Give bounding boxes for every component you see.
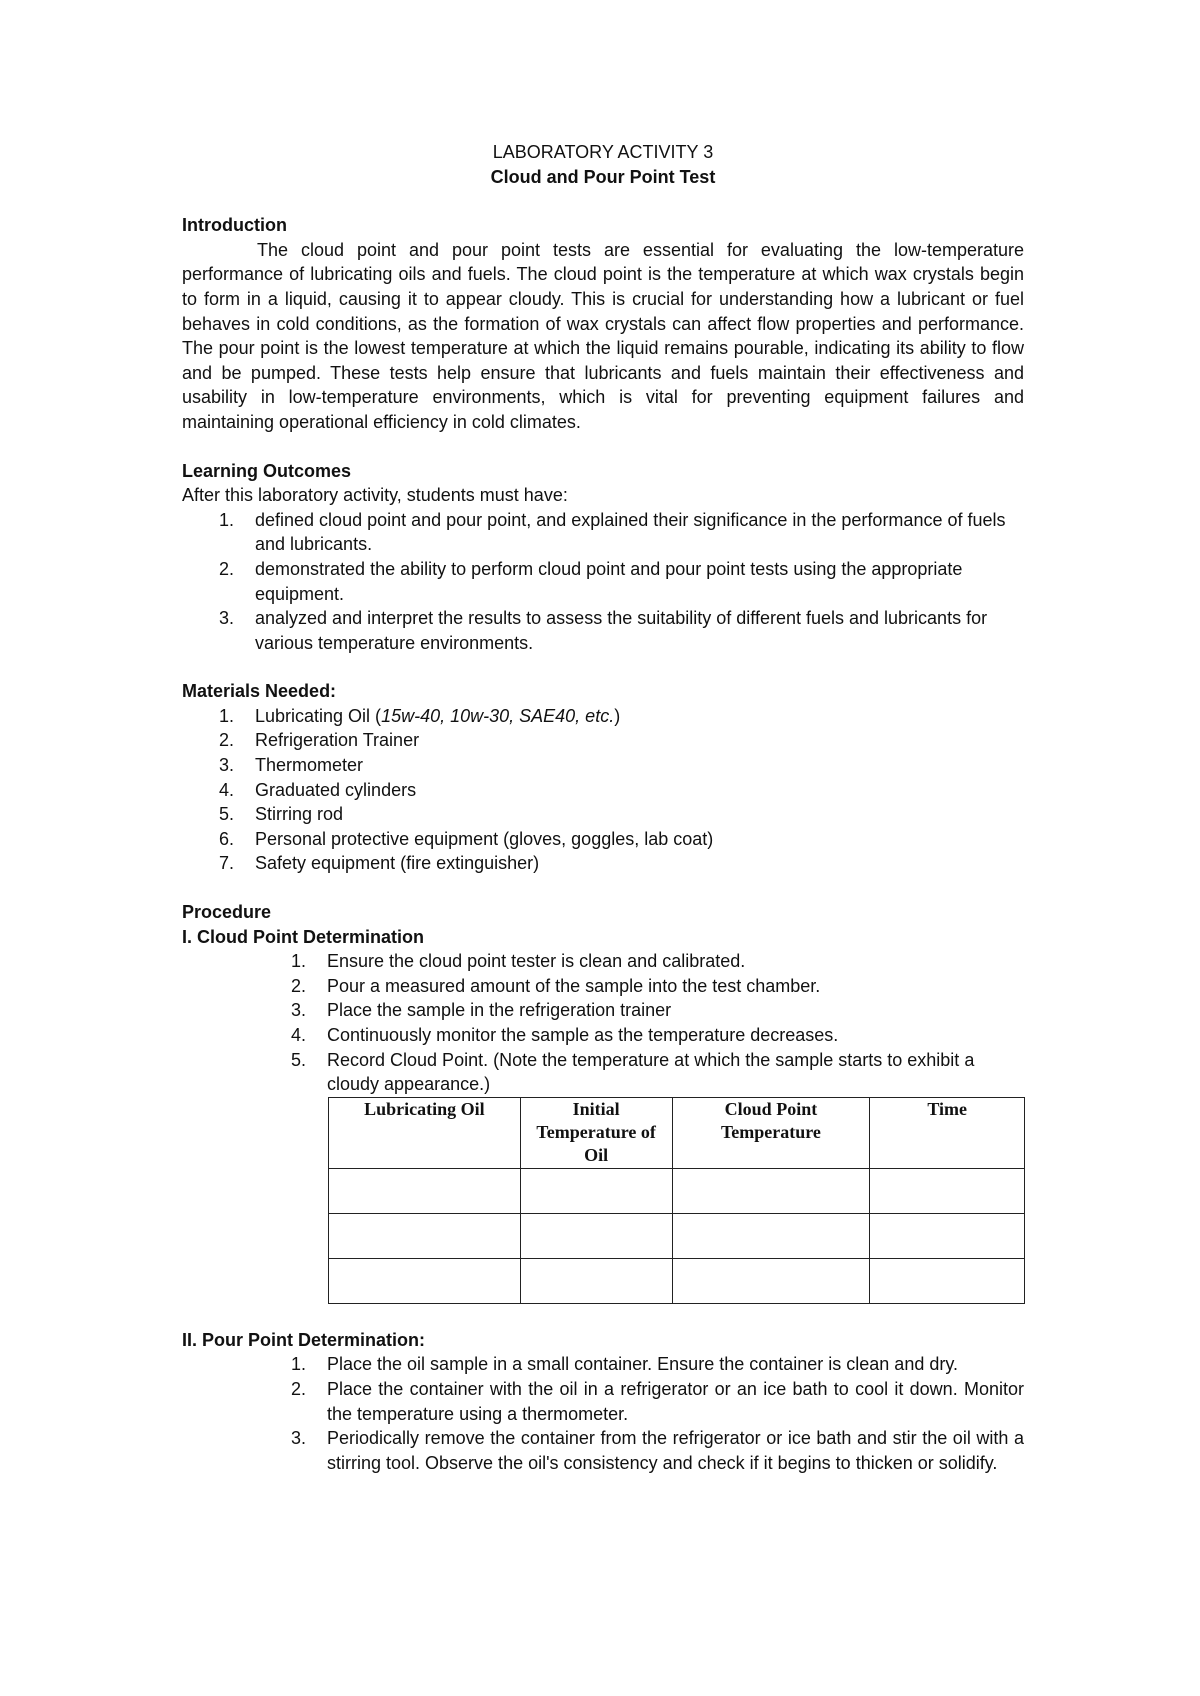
- column-header-lubricating-oil: Lubricating Oil: [329, 1097, 521, 1168]
- list-text: Record Cloud Point. (Note the temperature at which the sample starts to exhibit a cloudy appearance.): [327, 1049, 975, 1095]
- table-cell: [870, 1168, 1025, 1213]
- list-item: [182, 1048, 1024, 1097]
- list-number: 2.: [219, 730, 235, 751]
- list-number: 5.: [219, 804, 235, 825]
- list-number: 3.: [219, 755, 235, 776]
- pour-point-heading: II. Pour Point Determination:: [182, 1329, 426, 1350]
- list-text: Place the sample in the refrigeration trainer: [327, 1000, 672, 1021]
- list-item: [182, 557, 1024, 606]
- list-item: [182, 851, 1024, 876]
- list-number: 1.: [291, 951, 307, 972]
- introduction-paragraph: The cloud point and pour point tests are essential for evaluating the low-temperature performance of lubricating oils and fuels. The cloud point is the temperature at which wax crystals begin to form in a liquid, causing it to appear cloudy. This is crucial for understanding how a lubricant or fuel behaves in cold conditions, as the formation of wax crystals can affect flow properties and performance. The pour point is the lowest temperature at which the liquid remains pourable, indicating its ability to flow and be pumped. These tests help ensure that lubricants and fuels maintain their effectiveness and usability in low-temperature environments, which is vital for preventing equipment failures and maintaining operational efficiency in cold climates.: [182, 239, 1024, 432]
- list-number: 2.: [291, 1378, 307, 1399]
- cloud-point-heading: I. Cloud Point Determination: [182, 926, 424, 947]
- spacer: [182, 655, 1024, 679]
- list-number: 3.: [291, 1000, 307, 1021]
- list-item: [182, 1426, 1024, 1475]
- list-item: [182, 1377, 1024, 1426]
- table-cell: [329, 1168, 521, 1213]
- list-text: Personal protective equipment (gloves, goggles, lab coat): [255, 828, 714, 849]
- list-number: 1.: [291, 1354, 307, 1375]
- list-number: 6.: [219, 828, 235, 849]
- list-text: Continuously monitor the sample as the temperature decreases.: [327, 1025, 839, 1045]
- list-text: Pour a measured amount of the sample into the test chamber.: [327, 975, 821, 996]
- document-subtitle: Cloud and Pour Point Test: [490, 166, 716, 187]
- column-header-time: Time: [870, 1097, 1025, 1168]
- list-text: Periodically remove the container from the refrigerator or ice bath and stir the oil with a stirring tool. Observe the oil's consistency and check if it begins to thicken or solidify.: [327, 1428, 1024, 1473]
- list-text-after: ): [614, 705, 621, 726]
- list-item: [182, 606, 1024, 655]
- column-header-initial-temperature: Initial Temperature of Oil: [520, 1097, 672, 1168]
- list-text: Graduated cylinders: [255, 779, 417, 800]
- spacer: [182, 1304, 1024, 1328]
- list-item: [182, 508, 1024, 557]
- list-number: 2.: [219, 558, 235, 579]
- learning-outcomes-lead: After this laboratory activity, students must have:: [182, 485, 568, 506]
- spacer: [182, 435, 1024, 459]
- list-text: Lubricating Oil (: [255, 705, 382, 726]
- pour-point-steps: [182, 1352, 1024, 1475]
- list-text-italic: 15w-40, 10w-30, SAE40, etc.: [381, 705, 615, 726]
- list-item: [182, 802, 1024, 827]
- list-number: 3.: [291, 1428, 307, 1449]
- list-item: [182, 998, 1024, 1023]
- table-cell: [672, 1258, 870, 1303]
- list-item: [182, 949, 1024, 974]
- list-text: Stirring rod: [255, 804, 344, 825]
- list-item: [182, 753, 1024, 778]
- list-number: 4.: [219, 779, 235, 800]
- table-cell: [870, 1213, 1025, 1258]
- document-page: [182, 140, 1024, 1475]
- table-cell: [520, 1213, 672, 1258]
- table-row: [329, 1213, 1025, 1258]
- list-text: Place the oil sample in a small container. Ensure the container is clean and dry.: [327, 1354, 959, 1375]
- materials-heading: Materials Needed:: [182, 681, 337, 702]
- cloud-point-steps: [182, 949, 1024, 1097]
- table-row: [329, 1168, 1025, 1213]
- list-text: demonstrated the ability to perform cloud point and pour point tests using the appropriate equipment.: [255, 558, 963, 604]
- list-text: Place the container with the oil in a refrigerator or an ice bath to cool it down. Monitor the temperature using a thermometer.: [327, 1378, 1024, 1424]
- list-number: 1.: [219, 509, 235, 530]
- list-item: [182, 827, 1024, 852]
- learning-outcomes-list: [182, 508, 1024, 656]
- table-cell: [520, 1258, 672, 1303]
- list-item: [182, 1352, 1024, 1377]
- list-item: [182, 974, 1024, 999]
- list-number: 5.: [291, 1049, 307, 1070]
- list-text: analyzed and interpret the results to assess the suitability of different fuels and lubricants for various temperature environments.: [255, 608, 988, 653]
- list-number: 3.: [219, 608, 235, 629]
- spacer: [182, 876, 1024, 900]
- table-cell: [672, 1213, 870, 1258]
- list-text: Ensure the cloud point tester is clean and calibrated.: [327, 951, 746, 972]
- table-cell: [329, 1213, 521, 1258]
- list-number: 1.: [219, 705, 235, 726]
- list-text: Refrigeration Trainer: [255, 730, 420, 751]
- document-title: LABORATORY ACTIVITY 3: [492, 142, 714, 162]
- introduction-heading: Introduction: [182, 215, 287, 236]
- list-text: Thermometer: [255, 755, 364, 776]
- table-header-row: [329, 1097, 1025, 1168]
- list-number: 4.: [291, 1025, 307, 1045]
- list-item: [182, 1023, 1024, 1048]
- table-cell: [672, 1168, 870, 1213]
- table-cell: [329, 1258, 521, 1303]
- cloud-point-table: [328, 1097, 1025, 1304]
- list-item: [182, 778, 1024, 803]
- list-item: [182, 728, 1024, 753]
- list-number: 7.: [219, 853, 235, 874]
- table-cell: [870, 1258, 1025, 1303]
- table-cell: [520, 1168, 672, 1213]
- learning-outcomes-heading: Learning Outcomes: [182, 460, 352, 481]
- list-number: 2.: [291, 975, 307, 996]
- list-text: defined cloud point and pour point, and explained their significance in the performance of fuels and lubricants.: [255, 509, 1006, 555]
- procedure-heading: Procedure: [182, 902, 272, 923]
- materials-list: [182, 704, 1024, 876]
- table-row: [329, 1258, 1025, 1303]
- list-text: Safety equipment (fire extinguisher): [255, 853, 540, 874]
- spacer: [182, 189, 1024, 213]
- column-header-cloud-point-temperature: Cloud Point Temperature: [672, 1097, 870, 1168]
- list-item: [182, 704, 1024, 729]
